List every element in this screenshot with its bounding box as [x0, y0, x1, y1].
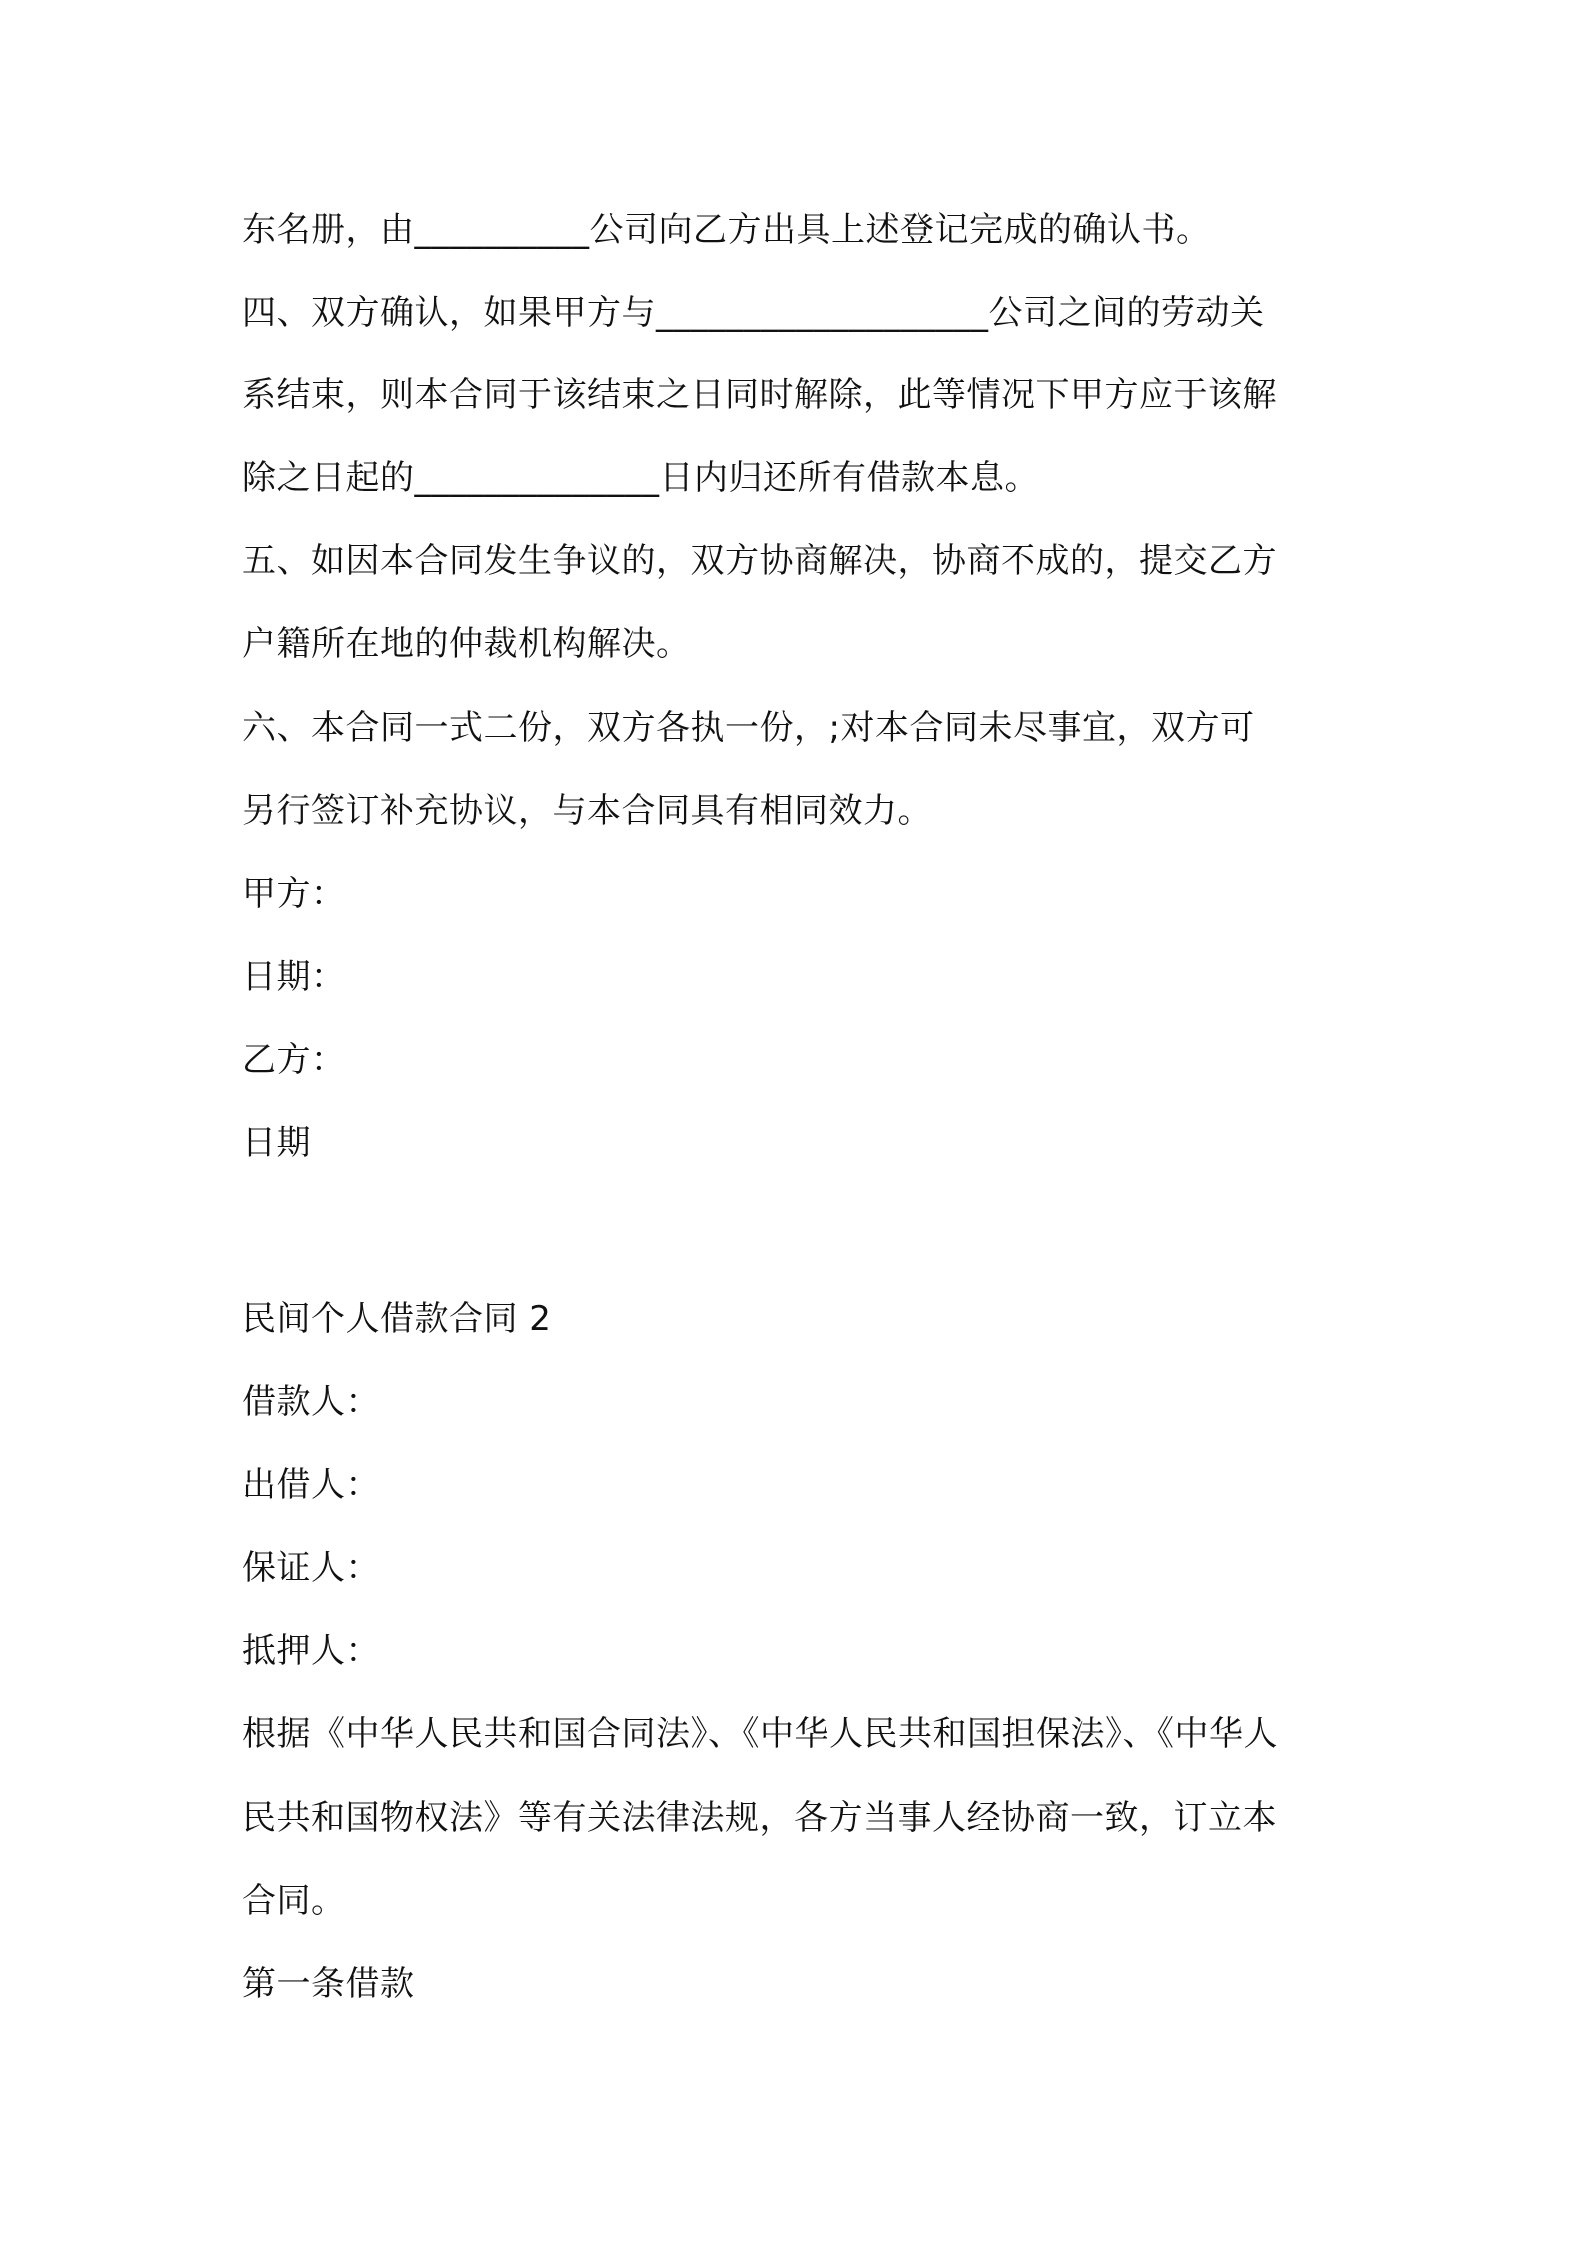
party-mortgagor: 抵押人： — [242, 1631, 380, 1671]
paragraph-line: 合同。 — [242, 1881, 346, 1921]
party-lender: 出借人： — [242, 1465, 380, 1505]
paragraph-line: 系结束，则本合同于该结束之日同时解除，此等情况下甲方应于该解 — [242, 375, 1277, 415]
section-title: 民间个人借款合同 2 — [242, 1299, 552, 1339]
paragraph-line: 四、双方确认，如果甲方与___________________公司之间的劳动关 — [242, 293, 1265, 333]
signature-party-b: 乙方： — [242, 1040, 346, 1080]
party-guarantor: 保证人： — [242, 1548, 380, 1588]
signature-date-b: 日期 — [242, 1123, 311, 1163]
paragraph-line: 民共和国物权法》等有关法律法规，各方当事人经协商一致，订立本 — [242, 1798, 1277, 1838]
paragraph-line: 另行签订补充协议，与本合同具有相同效力。 — [242, 791, 932, 831]
paragraph-line: 根据《中华人民共和国合同法》、《中华人民共和国担保法》、《中华人 — [242, 1714, 1278, 1754]
party-borrower: 借款人： — [242, 1382, 380, 1422]
paragraph-line: 五、如因本合同发生争议的，双方协商解决，协商不成的，提交乙方 — [242, 541, 1277, 581]
paragraph-line: 除之日起的______________日内归还所有借款本息。 — [242, 458, 1039, 498]
signature-party-a: 甲方： — [242, 874, 346, 914]
article-heading: 第一条借款 — [242, 1964, 415, 2004]
paragraph-line: 六、本合同一式二份，双方各执一份，;对本合同未尽事宜，双方可 — [242, 708, 1255, 748]
paragraph-line: 东名册，由__________公司向乙方出具上述登记完成的确认书。 — [242, 210, 1211, 250]
signature-date-a: 日期： — [242, 957, 346, 997]
paragraph-line: 户籍所在地的仲裁机构解决。 — [242, 624, 691, 664]
